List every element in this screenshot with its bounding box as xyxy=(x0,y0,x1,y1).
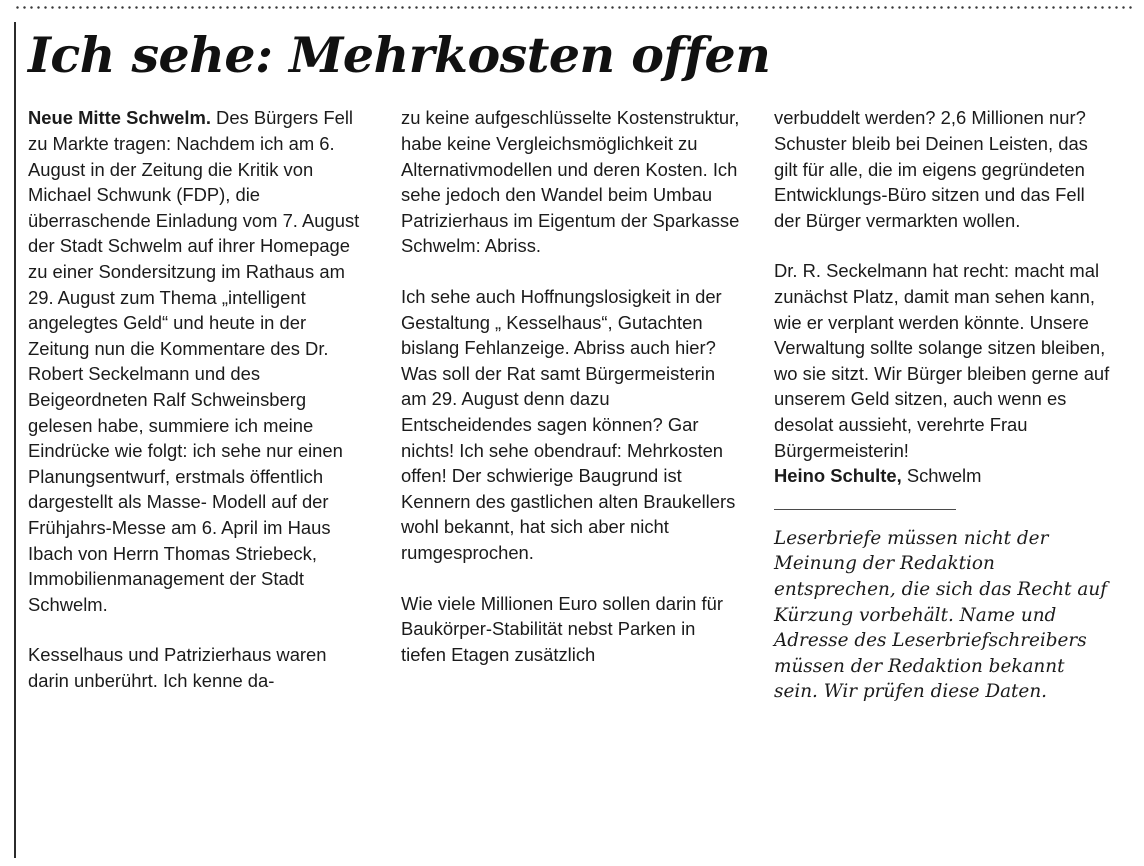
article-content xyxy=(28,26,1134,866)
paragraph: zu keine aufgeschlüsselte Kostenstruktur, habe keine Vergleichsmöglichkeit zu Alternativmodellen und deren Kosten. Ich sehe jedoch den Wandel beim Umbau Patrizierhaus im Eigentum der Sparkasse Schwelm: Abriss. xyxy=(401,107,740,257)
paragraph: Wie viele Millionen Euro sollen darin für Baukörper-Stabilität nebst Parken in tiefen Etagen zusätzlich xyxy=(401,592,723,665)
paragraph: Dr. R. Seckelmann hat recht: macht mal zunächst Platz, damit man sehen kann, wie er verplant werden könnte. Unsere Verwaltung sollte solange sitzen bleiben, wo sie sitzt. Wir Bürger bleiben gerne auf unserem Geld sitzen, auch wenn es desolat aussieht, verehrte Frau Bürgermeisterin! xyxy=(774,260,1110,461)
paragraph-gap xyxy=(28,617,368,642)
article-columns xyxy=(28,105,1134,704)
author-name: Heino Schulte, xyxy=(774,465,902,487)
paragraph-gap xyxy=(401,259,741,284)
page-title: Ich sehe: Mehrkosten offen xyxy=(28,26,771,84)
paragraph: verbuddelt werden? 2,6 Millionen nur? Schuster bleib bei Deinen Leisten, das gilt für alle, die im eigens gegründeten Entwicklungs-Büro sitzen und das Fell der Bürger vermarkten wollen. xyxy=(774,107,1088,231)
paragraph-text: Des Bürgers Fell zu Markte tragen: Nachdem ich am 6. August in der Zeitung die Kritik von Michael Schwunk (FDP), die überraschende Einladung vom 7. August der Stadt Schwelm auf ihrer Homepage zu einer Sondersitzung im Rathaus am 29. August zum Thema „intelligent angelegtes Geld“ und heute in der Zeitung nun die Kommentare des Dr. Robert Seckelmann und des Beigeordneten Ralf Schweinsberg gelesen habe, summiere ich meine Eindrücke wie folgt: ich sehe nur einen Planungsentwurf, erstmals öffentlich dargestellt als Masse- Modell auf der Frühjahrs-Messe am 6. April im Haus Ibach von Herrn Thomas Striebeck, Immobilienmanagement der Stadt Schwelm. xyxy=(28,107,360,615)
article-column-1 xyxy=(28,105,368,693)
author-city: Schwelm xyxy=(901,465,982,487)
editorial-disclaimer: Leserbriefe müssen nicht der Meinung der Redaktion entsprechen, die sich das Recht auf Kürzung vorbehält. Name und Adresse des Leserbriefschreibers müssen der Redaktion bekannt sein. Wir prüfen diese Daten. xyxy=(774,527,1108,703)
paragraph xyxy=(28,105,368,617)
lead-label: Neue Mitte Schwelm. xyxy=(28,107,211,129)
paragraph-gap xyxy=(774,233,1114,258)
top-dotted-rule xyxy=(14,6,1134,9)
paragraph: Was soll der Rat samt Bürgermeisterin am 29. August denn dazu Entscheidendes sagen können? Gar nichts! Ich sehe obendrauf: Mehrkosten offen! Der schwierige Baugrund ist Kennern des gastlichen alten Braukellers wohl bekannt, hat sich aber nicht rumgesprochen. xyxy=(401,362,736,563)
article-signature xyxy=(774,463,1114,489)
left-vertical-rule xyxy=(14,22,16,858)
paragraph-gap xyxy=(401,566,741,591)
divider xyxy=(774,509,956,510)
article-column-2 xyxy=(401,105,741,667)
paragraph: Kesselhaus und Patrizierhaus waren darin unberührt. Ich kenne da- xyxy=(28,644,327,691)
article-column-3 xyxy=(774,105,1114,704)
paragraph: Ich sehe auch Hoffnungslosigkeit in der Gestaltung „ Kesselhaus“, Gutachten bislang Fehlanzeige. Abriss auch hier? xyxy=(401,286,722,359)
